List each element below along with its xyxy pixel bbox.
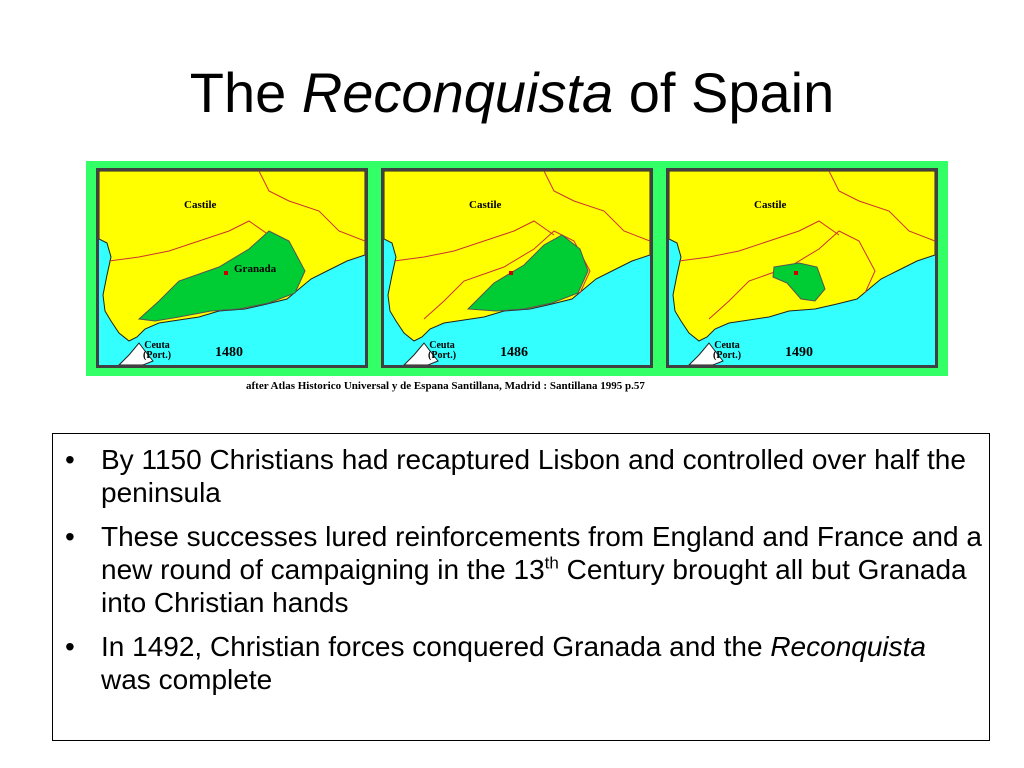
bullet-italic: Reconquista [770, 631, 926, 662]
year-label: 1480 [215, 345, 243, 360]
map-1486 [381, 168, 653, 368]
ceuta-label: Ceuta (Port.) [428, 340, 457, 361]
bullet-icon: • [65, 444, 75, 475]
castile-label: Castile [184, 199, 217, 211]
slide-title [0, 58, 1024, 128]
bullet-list [53, 443, 983, 707]
year-label: 1490 [785, 345, 813, 360]
year-label: 1486 [500, 345, 528, 360]
map-1490 [666, 168, 938, 368]
title-italic: Reconquista [301, 61, 614, 124]
bullet-item [53, 520, 983, 619]
bullet-icon: • [65, 631, 75, 662]
bullet-textbox [52, 433, 990, 741]
castile-label: Castile [754, 199, 787, 211]
bullet-text: In 1492, Christian forces conquered Granada and the [101, 631, 771, 662]
bullet-text: These successes lured reinforcements from England and France and a new round of campaigning in the 13 [101, 521, 982, 585]
bullet-icon: • [65, 521, 75, 552]
bullet-text: was complete [101, 664, 273, 695]
map-1480 [96, 168, 368, 368]
ceuta-label: Ceuta (Port.) [713, 340, 742, 361]
bullet-text: Century brought all but Granada into Christian hands [101, 554, 967, 618]
bullet-text: By 1150 Christians had recaptured Lisbon and controlled over half the peninsula [101, 444, 966, 508]
map-caption: after Atlas Historico Universal y de Espana Santillana, Madrid : Santillana 1995 p.57 [246, 380, 645, 392]
bullet-item [53, 443, 983, 509]
bullet-item [53, 630, 983, 696]
castile-label: Castile [469, 199, 502, 211]
title-part2: of Spain [628, 61, 835, 124]
maps-frame [86, 161, 948, 376]
title-part1: The [189, 61, 287, 124]
ceuta-label: Ceuta (Port.) [143, 340, 172, 361]
bullet-superscript: th [544, 553, 559, 573]
granada-label: Granada [234, 263, 277, 275]
